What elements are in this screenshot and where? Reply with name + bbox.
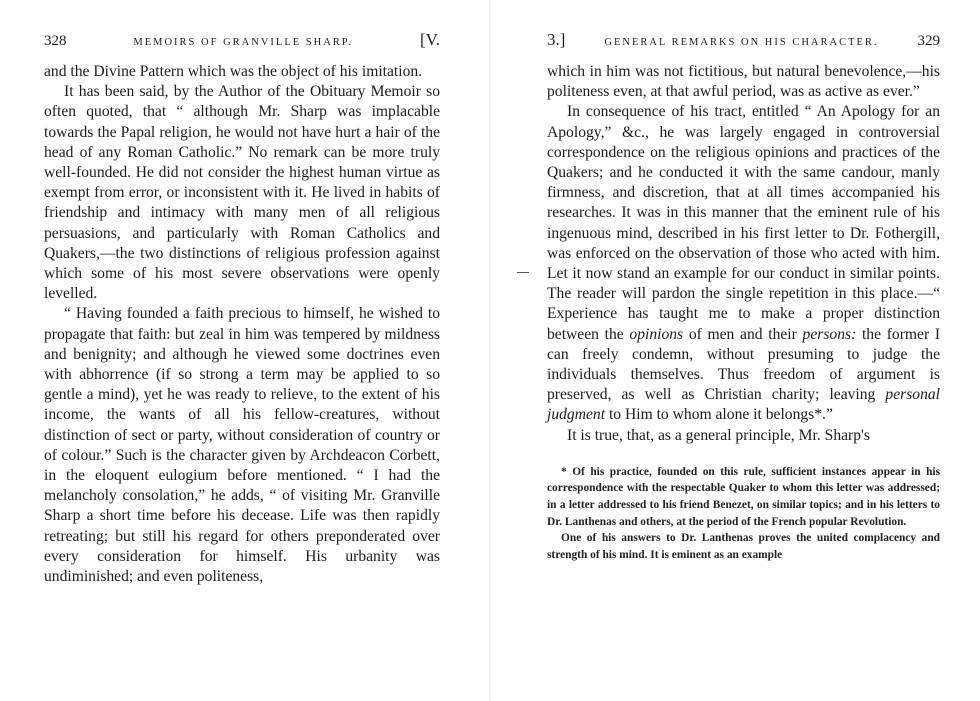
left-page-header	[44, 30, 440, 62]
italic-run: opinions	[629, 325, 684, 343]
text-run: In consequence of his tract, entitled “ An Apology for an Apology,” &c., he was largely engaged in controversial correspondence on the religious opinions and practices of the Quakers; and he conducted it with the same candour, manly firmness, and discretion, that at all times accompanied his researches. It was in this manner that the eminent rule of his ingenuous mind, described in his first letter to Dr. Fothergill, was enforced on the observation of those who acted with him. Let it now stand an example for our conduct in similar points. The reader will pardon the single repetition in this place.—“ Experience has taught me to make a proper distinction between the	[547, 103, 940, 343]
right-page-header	[547, 30, 940, 62]
text-run: the former I can freely condemn, without presuming to judge the individuals themselves. Thus freedom of argument is preserved, as well as Christian charity; leaving	[547, 325, 941, 404]
right-page-body	[547, 62, 940, 446]
left-page-body	[44, 62, 440, 587]
footnotes	[547, 464, 940, 564]
right-page	[490, 0, 980, 701]
italic-run: personal judgment	[547, 386, 940, 424]
left-paragraph: and the Divine Pattern which was the object of his imitation.	[44, 63, 423, 80]
right-running-head: GENERAL REMARKS ON HIS CHARACTER.	[604, 37, 879, 48]
left-paragraph: “ Having founded a faith precious to himself, he wished to propagate that faith: but zeal in him was tempered by mildness and benignity; and although he viewed some doctrines even with abhorrence (if so strong a term may be applied to so gentle a mind), yet he was ready to relieve, to the extent of his income, the wants of all his fellow-creatures, without distinction of sect or party, without consideration of country or of colour.” Such is the character given by Archdeacon Corbett, in the eloquent eulogium before mentioned. “ I had the melancholy consolation,” he adds, “ of visiting Mr. Granville Sharp a short time before his decease. Life was then rapidly retreating; but still his regard for others preponderated over every consideration for himself. His urbanity was undiminished; and even politeness,	[44, 305, 440, 586]
right-paragraph: It is true, that, as a general principle, Mr. Sharp's	[567, 426, 870, 444]
right-page-number: 329	[917, 33, 940, 49]
text-run: of men and their	[688, 325, 797, 343]
italic-run: persons:	[802, 325, 857, 343]
left-paragraph: It has been said, by the Author of the Obituary Memoir so often quoted, that “ although Mr. Sharp was implacable towards the Papal religion, he would not have hurt a hair of the head of any Roman Catholic.” No remark can be more truly well-founded. He did not consider the highest human virtue as exempt from error, or inconsistent with it. He lived in habits of friendship and intimacy with many men of all religious persuasions, and particularly with Roman Catholics and Quakers,—the two distinctions of religious profession against which some of his most severe observations were openly levelled.	[44, 83, 440, 303]
right-paragraph-quotation	[547, 102, 940, 425]
left-section-mark: [V.	[420, 30, 440, 49]
left-page-number: 328	[44, 33, 67, 49]
footnote: One of his answers to Dr. Lanthenas proves the united complacency and strength of his mind. It is eminent as an example	[547, 532, 940, 561]
right-paragraph: which in him was not fictitious, but natural benevolence,—his politeness even, at that awful period, was as active as ever.”	[547, 63, 940, 101]
right-section-mark: 3.]	[547, 30, 566, 49]
footnote: * Of his practice, founded on this rule, sufficient instances appear in his correspondence with the respectable Quaker to whom this letter was addressed; in a letter addressed to his friend Benezet, on similar topics; and in his letters to Dr. Lanthenas and others, at the period of the French popular Revolution.	[547, 465, 940, 528]
text-run: to Him to whom alone it belongs*.”	[608, 406, 833, 424]
margin-dash-mark	[517, 272, 529, 273]
left-running-head: MEMOIRS OF GRANVILLE SHARP.	[133, 37, 354, 48]
